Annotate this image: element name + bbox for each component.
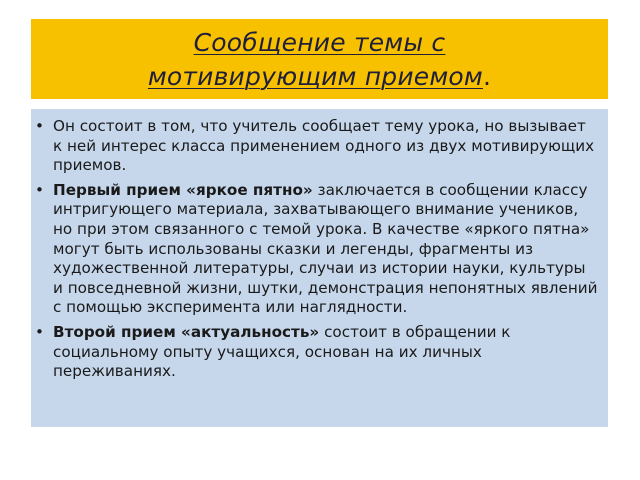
bullet-marker: • [35, 322, 44, 341]
bullet-list [35, 117, 598, 382]
bullet-item-relevance [35, 323, 598, 382]
slide-title-line1: Сообщение темы с [193, 28, 446, 57]
bullet-bold-text: Второй прием «актуальность» [53, 322, 320, 341]
bullet-text: заключается в сообщении классу интригующего материала, захватывающего внимание учеников, но при этом связанного с темой урока. В качестве «яркого пятна» могут быть использованы сказки и легенды, фрагменты из художественной литературы, случаи из истории науки, культуры и повседневной жизни, шутки, демонстрация непонятных явлений с помощью эксперимента или наглядности. [53, 180, 598, 317]
bullet-text: состоит в обращении к социальному опыту учащихся, основан на их личных переживаниях. [53, 322, 511, 381]
bullet-marker: • [35, 117, 44, 135]
bullet-marker: • [35, 180, 44, 199]
bullet-bold-text: Первый прием «яркое пятно» [53, 180, 313, 199]
bullet-item-intro [35, 117, 598, 176]
slide-title [31, 26, 608, 94]
bullet-text: Он состоит в том, что учитель сообщает тему урока, но вызывает к ней интерес класса применением одного из двух мотивирующих приемов. [53, 117, 595, 175]
slide-title-period: . [482, 62, 492, 91]
slide-content-box [31, 109, 608, 427]
slide-title-bar [31, 19, 608, 99]
slide-title-line2: мотивирующим приемом [147, 62, 483, 91]
bullet-item-bright-spot [35, 181, 598, 318]
